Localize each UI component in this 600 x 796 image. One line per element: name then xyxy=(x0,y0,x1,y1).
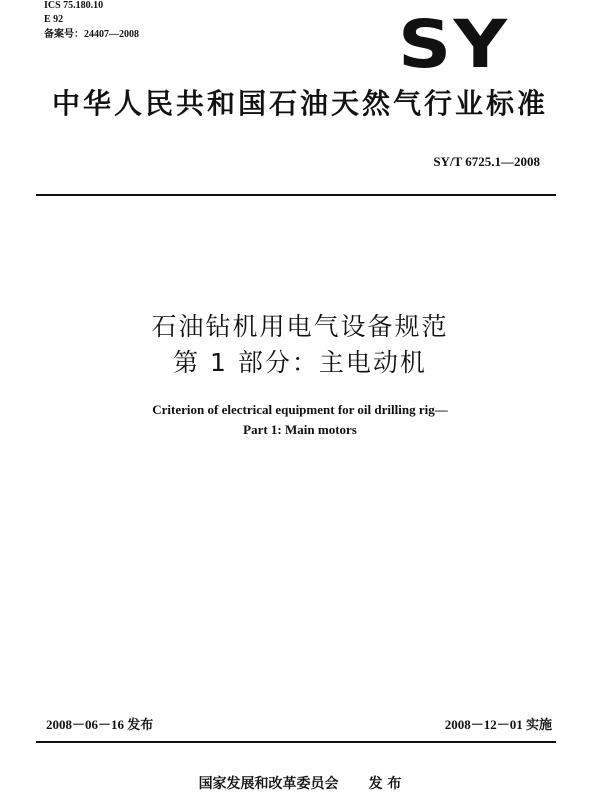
issuer-action: 发 布 xyxy=(368,776,402,792)
sy-logo: SY xyxy=(398,6,510,83)
registration-number: 备案号：24407—2008 xyxy=(44,29,139,40)
classification-code: E 92 xyxy=(44,14,64,25)
standard-organization-title: 中华人民共和国石油天然气行业标准 xyxy=(51,87,548,120)
top-divider xyxy=(36,194,556,196)
title-chinese-line-1: 石油钻机用电气设备规范 xyxy=(151,312,449,341)
title-english-line-1: Criterion of electrical equipment for oil drilling rig— xyxy=(152,402,448,417)
issue-date: 2008－06－16 发布 xyxy=(46,717,154,732)
standard-number: SY/T 6725.1—2008 xyxy=(433,154,540,169)
title-english-line-2: Part 1: Main motors xyxy=(243,422,357,437)
issuer-line xyxy=(0,775,600,793)
issuer-name: 国家发展和改革委员会 xyxy=(198,776,339,792)
implementation-date: 2008－12－01 实施 xyxy=(444,717,552,732)
bottom-divider xyxy=(36,741,556,743)
title-chinese-line-2: 第 1 部分：主电动机 xyxy=(173,348,427,377)
ics-code: ICS 75.180.10 xyxy=(44,0,104,11)
